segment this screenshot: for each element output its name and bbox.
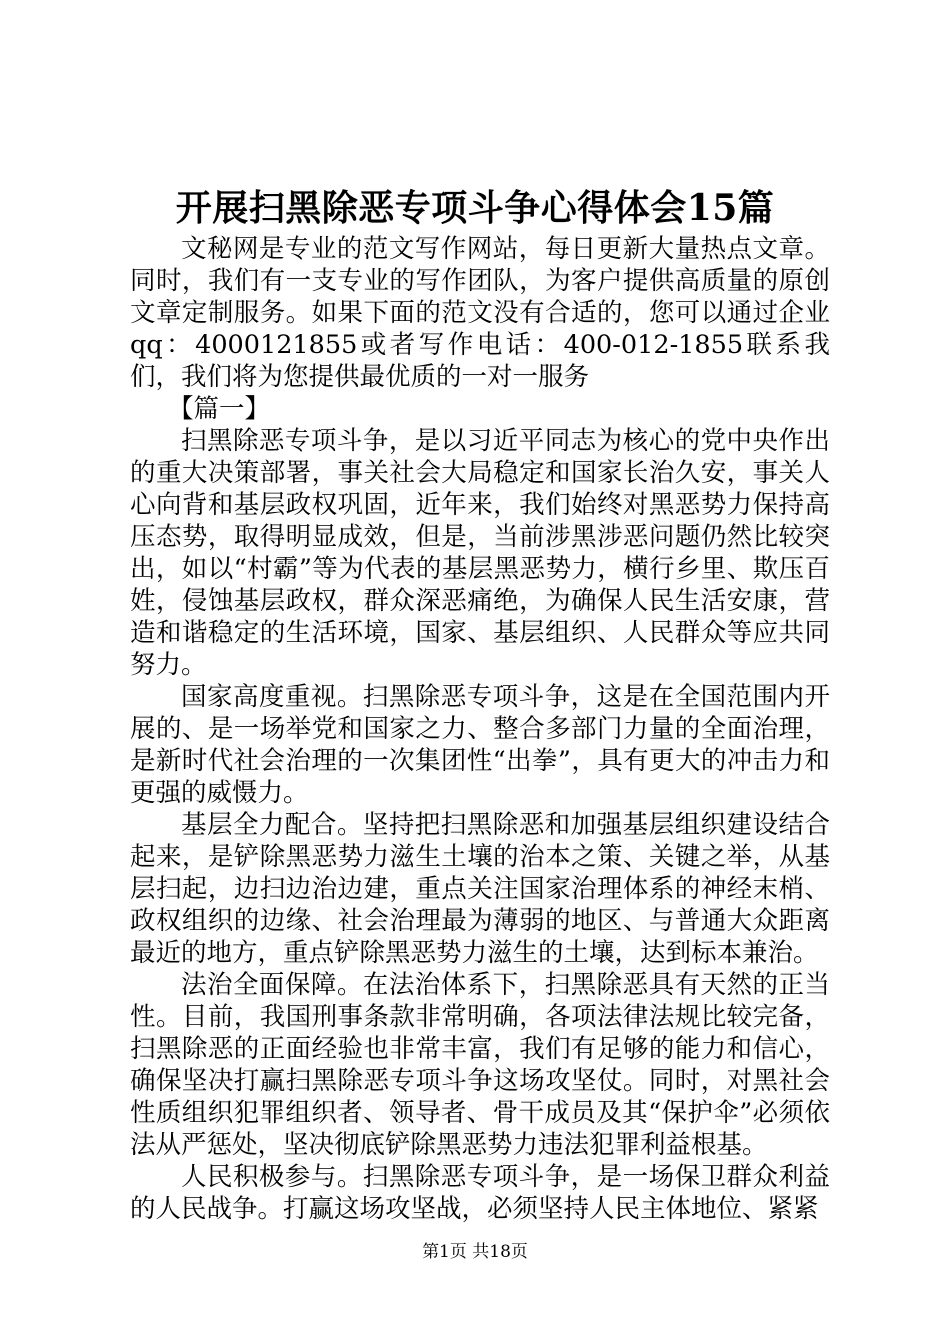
body-paragraph-3: 基层全力配合。坚持把扫黑除恶和加强基层组织建设结合起来，是铲除黑恶势力滋生土壤的治本之策、关键之举，从基层扫起，边扫边治边建，重点关注国家治理体系的神经末梢、政权组织的边缘、社会治理最为薄弱的地区、与普通大众距离最近的地方，重点铲除黑恶势力滋生的土壤，达到标本兼治。: [130, 810, 830, 968]
intro-paragraph: 文秘网是专业的范文写作网站，每日更新大量热点文章。同时，我们有一支专业的写作团队，为客户提供高质量的原创文章定制服务。如果下面的范文没有合适的，您可以通过企业qq：4000121855或者写作电话：400-012-1855联系我们，我们将为您提供最优质的一对一服务: [130, 234, 830, 392]
section-label: 【篇一】: [168, 394, 271, 424]
document-title: 开展扫黑除恶专项斗争心得体会15篇: [175, 187, 775, 229]
document-body: [130, 233, 830, 1225]
page-footer: 第1页 共18页: [422, 1242, 528, 1262]
body-paragraph-1: 扫黑除恶专项斗争，是以习近平同志为核心的党中央作出的重大决策部署，事关社会大局稳定和国家长治久安，事关人心向背和基层政权巩固，近年来，我们始终对黑恶势力保持高压态势，取得明显成效，但是，当前涉黑涉恶问题仍然比较突出，如以“村霸”等为代表的基层黑恶势力，横行乡里、欺压百姓，侵蚀基层政权，群众深恶痛绝，为确保人民生活安康，营造和谐稳定的生活环境，国家、基层组织、人民群众等应共同努力。: [130, 426, 830, 680]
body-paragraph-5: 人民积极参与。扫黑除恶专项斗争，是一场保卫群众利益的人民战争。打赢这场攻坚战，必须坚持人民主体地位、紧紧: [130, 1162, 830, 1224]
body-paragraph-2: 国家高度重视。扫黑除恶专项斗争，这是在全国范围内开展的、是一场举党和国家之力、整合多部门力量的全面治理，是新时代社会治理的一次集团性“出拳”，具有更大的冲击力和更强的威慑力。: [130, 682, 830, 808]
body-paragraph-4: 法治全面保障。在法治体系下，扫黑除恶具有天然的正当性。目前，我国刑事条款非常明确，各项法律法规比较完备，扫黑除恶的正面经验也非常丰富，我们有足够的能力和信心，确保坚决打赢扫黑除恶专项斗争这场攻坚仗。同时，对黑社会性质组织犯罪组织者、领导者、骨干成员及其“保护伞”必须依法从严惩处，坚决彻底铲除黑恶势力违法犯罪利益根基。: [130, 970, 830, 1160]
